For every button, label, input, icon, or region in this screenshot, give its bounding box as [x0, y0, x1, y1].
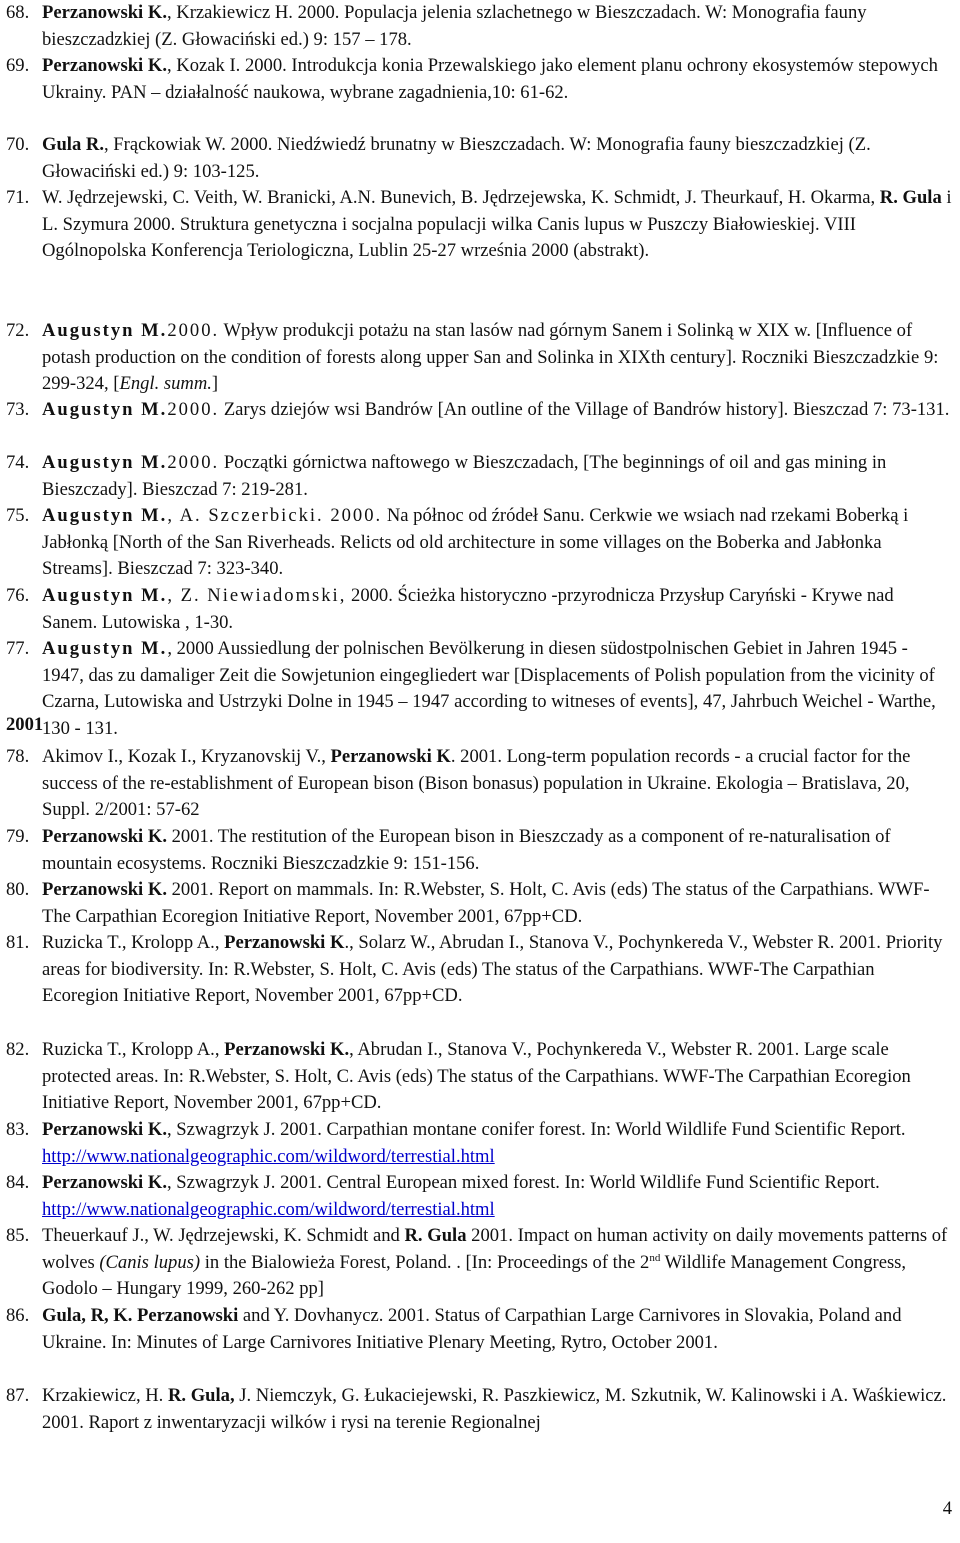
reference-number: 76. — [6, 585, 30, 606]
reference-text: Ruzicka T., Krolopp A., — [42, 932, 225, 953]
reference-text: 2001. Impact on human activity on daily movements patterns of wolves — [42, 1225, 948, 1273]
reference-entry — [6, 397, 952, 424]
author-name: Perzanowski K. — [42, 1172, 167, 1193]
reference-text: 2001. The restitution of the European bison in Bieszczady as a component of re-naturalisation of mountain ecosystems. Roczniki Bieszczadzkie 9: 151-156. — [42, 826, 891, 874]
reference-number: 69. — [6, 55, 30, 76]
reference-text: Theuerkauf J., W. Jędrzejewski, K. Schmidt and — [42, 1225, 405, 1246]
reference-number: 75. — [6, 505, 30, 526]
author-name: Perzanowski K. — [224, 1039, 350, 1060]
reference-text: Ruzicka T., Krolopp A., — [42, 1039, 225, 1060]
reference-number: 85. — [6, 1225, 30, 1246]
reference-text: Zarys dziejów wsi Bandrów [An outline of the Village of Bandrów history]. Bieszczad 7: 73-131. — [219, 399, 950, 420]
reference-entry — [6, 1037, 952, 1117]
reference-entry — [6, 824, 952, 877]
reference-number: 82. — [6, 1039, 30, 1060]
reference-number: 80. — [6, 879, 30, 900]
reference-entry — [6, 53, 952, 106]
reference-text: , Abrudan I., Stanova V., Pochynkereda V., Webster R. 2001. Large scale protected areas. In: R.Webster, S. Holt, C. Avis (eds) The status of the Carpathians. WWF-The Carpathian Ecoregion Initiative Report, November 2001, 67pp+CD. — [42, 1039, 911, 1113]
author-name: R. Gula — [404, 1225, 467, 1246]
reference-text: 2000. Ścieżka historyczno -przyrodnicza Przysłup Caryński - Krywe nad Sanem. Lutowiska , 1-30. — [42, 585, 894, 633]
reference-text: ., Solarz W., Abrudan I., Stanova V., Pochynkereda V., Webster R. 2001. Priority areas for biodiversity. In: R.Webster, S. Holt, C. Avis (eds) The status of the Carpathians. WWF-The Carpathian Ecoregion Initiative Report, November 2001, 67pp+CD. — [42, 932, 943, 1006]
species-name: (Canis lupus) — [99, 1251, 201, 1273]
reference-entry — [6, 744, 952, 824]
reference-number: 68. — [6, 2, 30, 23]
reference-text: Wpływ produkcji potażu na stan lasów nad górnym Sanem i Solinką w XIX w. [Influence of potash production on the condition of forests along upper San and Solinka in XIXth century]. Roczniki Bieszczadzkie 9: 299-324, [ — [42, 320, 939, 394]
reference-number: 74. — [6, 452, 30, 473]
reference-text: Akimov I., Kozak I., Kryzanovskij V., — [42, 746, 331, 767]
author-name: Augustyn M. — [42, 399, 168, 420]
reference-entry — [6, 1223, 952, 1303]
reference-entry — [6, 636, 952, 742]
reference-text: , Szwagrzyk J. 2001. Carpathian montane conifer forest. In: World Wildlife Fund Scientific Report. — [166, 1119, 906, 1140]
reference-text: in the Bialowieża Forest, Poland. . [In: Proceedings of the 2 — [200, 1251, 650, 1273]
reference-year: 2000. — [167, 452, 220, 473]
author-name: Augustyn M. — [42, 505, 168, 526]
reference-entry — [6, 930, 952, 1010]
reference-number: 71. — [6, 187, 30, 208]
reference-text: , Kozak I. 2000. Introdukcja konia Przewalskiego jako element planu ochrony ekosystemów stepowych Ukrainy. PAN – działalność naukowa, wybrane zagadnienia,10: 61-62. — [42, 55, 938, 103]
reference-link[interactable]: http://www.nationalgeographic.com/wildword/terrestial.html — [42, 1145, 495, 1167]
reference-text: ] — [211, 373, 219, 394]
author-name: Augustyn M. — [42, 320, 168, 341]
reference-entry — [6, 583, 952, 636]
reference-entry — [6, 1383, 952, 1436]
reference-number: 84. — [6, 1172, 30, 1193]
reference-text: , Frąckowiak W. 2000. Niedźwiedź brunatny w Bieszczadach. W: Monografia fauny bieszczadzkiej (Z. Głowaciński ed.) 9: 103-125. — [42, 134, 871, 182]
reference-text: Na północ od źródeł Sanu. Cerkwie we wsiach nad rzekami Boberką i Jabłonką [North of the San Riverheads. Relicts od old architecture in some villages on the Boberka and Jabłonka Streams]. Bieszczad 7: 323-340. — [42, 505, 909, 579]
reference-number: 79. — [6, 826, 30, 847]
reference-entry — [6, 450, 952, 503]
reference-entry — [6, 318, 952, 398]
coauthor-name: , Z. Niewiadomski, — [167, 585, 347, 606]
reference-year: 2000. — [167, 320, 220, 341]
author-name: Augustyn M. — [42, 638, 168, 659]
author-name: Augustyn M. — [42, 585, 168, 606]
author-name: Augustyn M. — [42, 452, 168, 473]
reference-text: i L. Szymura 2000. Struktura genetyczna i socjalna populacji wilka Canis lupus w Puszczy Białowieskiej. VIII Ogólnopolska Konferencja Teriologiczna, Lublin 25-27 września 2000 (abstrakt). — [42, 187, 952, 261]
author-name: Perzanowski K. — [42, 1119, 167, 1140]
reference-text: J. Niemczyk, G. Łukaciejewski, R. Paszkiewicz, M. Szkutnik, W. Kalinowski i A. Waśkiewicz. 2001. Raport z inwentaryzacji wilków i rysi na terenie Regionalnej — [42, 1385, 947, 1433]
reference-entry — [6, 132, 952, 185]
reference-text: , Szwagrzyk J. 2001. Central European mixed forest. In: World Wildlife Fund Scientific Report. — [166, 1172, 880, 1193]
reference-entry — [6, 0, 952, 53]
year-heading: 2001 — [6, 714, 44, 735]
reference-entry — [6, 1170, 952, 1223]
author-name: Perzanowski K. — [42, 826, 167, 847]
reference-text: , 2000 Aussiedlung der polnischen Bevölkerung in diesen südostpolnischen Gebiet in Jahren 1945 - 1947, das zu damaliger Zeit die Sowjetunion eingegliedert war [Displacements of Polish population from the vicinity of Czarna, Lutowiska and Ustrzyki Dolne in 1945 – 1947 according to witneses of events], 47, Jahrbuch Weichel - Warthe, 130 - 131. — [42, 638, 936, 739]
reference-number: 73. — [6, 399, 30, 420]
author-name: Perzanowski K. — [42, 55, 167, 76]
author-name: R. Gula — [879, 187, 942, 208]
author-name: R. Gula, — [167, 1385, 235, 1406]
author-name: Perzanowski K. — [42, 879, 167, 900]
reference-number: 87. — [6, 1385, 30, 1406]
reference-entry — [6, 503, 952, 583]
author-name: Perzanowski K — [224, 932, 345, 953]
reference-entry — [6, 185, 952, 265]
reference-text: Początki górnictwa naftowego w Bieszczadach, [The beginnings of oil and gas mining in Bieszczady]. Bieszczad 7: 219-281. — [42, 452, 887, 500]
reference-text: Krzakiewicz, H. — [42, 1385, 168, 1406]
reference-text: W. Jędrzejewski, C. Veith, W. Branicki, A.N. Bunevich, B. Jędrzejewska, K. Schmidt, J. Theurkauf, H. Okarma, — [42, 187, 880, 208]
author-name: Gula R. — [42, 134, 104, 155]
reference-number: 70. — [6, 134, 30, 155]
reference-year: 2000. — [167, 399, 220, 420]
author-name: Perzanowski K. — [42, 2, 167, 23]
page-number: 4 — [942, 1498, 952, 1519]
reference-text: and Y. Dovhanycz. 2001. Status of Carpathian Large Carnivores in Slovakia, Poland and Ukraine. In: Minutes of Large Carnivores Initiative Plenary Meeting, Rytro, October 2001. — [42, 1305, 902, 1353]
reference-text: , Krzakiewicz H. 2000. Populacja jelenia szlachetnego w Bieszczadach. W: Monografia fauny bieszczadzkiej (Z. Głowaciński ed.) 9: 157 – 178. — [42, 2, 867, 50]
superscript: nd — [649, 1251, 661, 1264]
reference-number: 77. — [6, 638, 30, 659]
reference-number: 78. — [6, 746, 30, 767]
reference-number: 86. — [6, 1305, 30, 1326]
author-name: Perzanowski K — [330, 746, 451, 767]
reference-text: . 2001. Long-term population records - a crucial factor for the success of the re-establishment of European bison (Bison bonasus) population in Ukraine. Ekologia – Bratislava, 20, Suppl. 2/2001: 57-62 — [42, 746, 911, 820]
reference-link[interactable]: http://www.nationalgeographic.com/wildword/terrestial.html — [42, 1198, 495, 1220]
coauthor-name: , A. Szczerbicki. 2000. — [167, 505, 383, 526]
reference-text: 2001. Report on mammals. In: R.Webster, S. Holt, C. Avis (eds) The status of the Carpathians. WWF-The Carpathian Ecoregion Initiative Report, November 2001, 67pp+CD. — [42, 879, 930, 927]
reference-text: Wildlife Management Congress, Godolo – Hungary 1999, 260-262 pp] — [42, 1251, 907, 1299]
reference-entry — [6, 877, 952, 930]
author-name: Gula, R, K. Perzanowski — [42, 1305, 239, 1326]
reference-text-italic: Engl. summ. — [119, 373, 212, 394]
reference-entry — [6, 1303, 952, 1356]
reference-number: 83. — [6, 1119, 30, 1140]
reference-entry — [6, 1117, 952, 1170]
reference-number: 81. — [6, 932, 30, 953]
reference-number: 72. — [6, 320, 30, 341]
